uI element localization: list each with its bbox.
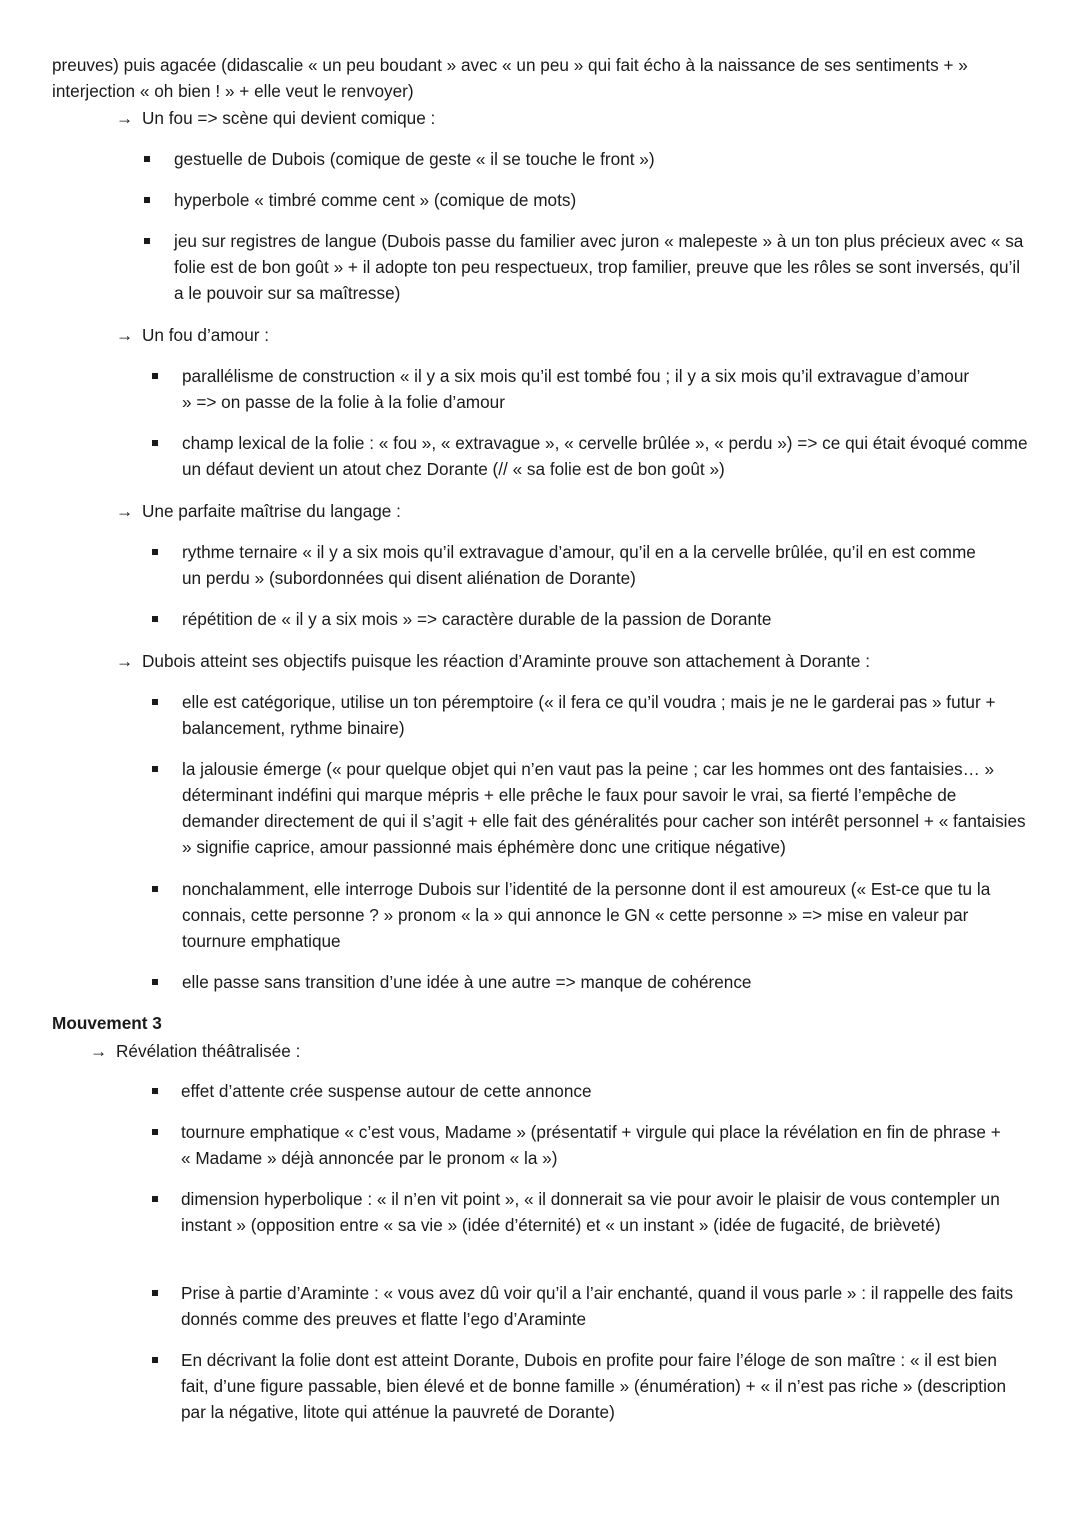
intro-line-1: preuves) puis agacée (didascalie « un peu boudant » avec « un peu » qui fait écho à la naissance de ses sentiments + » xyxy=(52,55,968,75)
movement-3-subheading xyxy=(90,1038,300,1064)
section-3-heading xyxy=(116,498,401,524)
list-item: parallélisme de construction « il y a six mois qu’il est tombé fou ; il y a six mois qu’il extravague d’amour » => on passe de la folie à la folie d’amour xyxy=(182,366,970,412)
list-item: répétition de « il y a six mois » => caractère durable de la passion de Dorante xyxy=(182,609,772,629)
bullet-icon xyxy=(152,1196,158,1202)
bullet-icon xyxy=(152,979,158,985)
list-item: champ lexical de la folie : « fou », « extravague », « cervelle brûlée », « perdu ») => ce qui était évoqué comme un défaut devient un atout chez Dorante (// « sa folie est de bon goût ») xyxy=(182,433,1028,479)
bullet-icon xyxy=(144,238,150,244)
list-item: En décrivant la folie dont est atteint Dorante, Dubois en profite pour faire l’éloge de son maître : « il est bien fait, d’une figure passable, bien élevé et de bonne famille » (énumération) + « il n’est pas riche » (description par la négative, litote qui atténue la pauvreté de Dorante) xyxy=(181,1350,1007,1422)
section-2-heading xyxy=(116,322,269,348)
bullet-icon xyxy=(152,1290,158,1296)
bullet-icon xyxy=(152,1129,158,1135)
arrow-icon: → xyxy=(116,108,134,128)
bullet-icon xyxy=(144,156,150,162)
intro-line-2: interjection « oh bien ! » + elle veut le renvoyer) xyxy=(52,81,414,101)
bullet-icon xyxy=(152,440,158,446)
section-4-heading xyxy=(116,648,870,674)
list-item: gestuelle de Dubois (comique de geste « il se touche le front ») xyxy=(174,149,655,169)
bullet-icon xyxy=(144,197,150,203)
list-item: jeu sur registres de langue (Dubois passe du familier avec juron « malepeste » à un ton plus précieux avec « sa folie est de bon goût » + il adopte ton peu respectueux, trop familier, preuve que les rôles se sont inversés, qu’il a le pouvoir sur sa maîtresse) xyxy=(174,231,1024,303)
bullet-icon xyxy=(152,549,158,555)
bullet-icon xyxy=(152,616,158,622)
arrow-icon: → xyxy=(116,325,134,345)
arrow-icon: → xyxy=(116,651,134,671)
list-item: la jalousie émerge (« pour quelque objet qui n’en vaut pas la peine ; car les hommes ont des fantaisies… » déterminant indéfini qui marque mépris + elle prêche le faux pour savoir le vrai, sa fierté l’empêche de demander directement de qui il s’agit + elle fait des généralités pour cacher son intérêt personnel + « fantaisies » signifie caprice, amour passionné mais éphémère donc une critique négative) xyxy=(182,759,1026,857)
bullet-icon xyxy=(152,886,158,892)
list-item: tournure emphatique « c’est vous, Madame » (présentatif + virgule qui place la révélation en fin de phrase + « Madame » déjà annoncée par le pronom « la ») xyxy=(181,1122,1001,1168)
section-title: Une parfaite maîtrise du langage : xyxy=(142,501,401,521)
list-item: hyperbole « timbré comme cent » (comique de mots) xyxy=(174,190,577,210)
list-item: rythme ternaire « il y a six mois qu’il extravague d’amour, qu’il en a la cervelle brûlée, qu’il en est comme un perdu » (subordonnées qui disent aliénation de Dorante) xyxy=(182,542,976,588)
section-title: Révélation théâtralisée : xyxy=(116,1041,301,1061)
section-title: Dubois atteint ses objectifs puisque les réaction d’Araminte prouve son attachement à Dorante : xyxy=(142,651,871,671)
list-item: elle passe sans transition d’une idée à une autre => manque de cohérence xyxy=(182,972,752,992)
bullet-icon xyxy=(152,766,158,772)
list-item: effet d’attente crée suspense autour de cette annonce xyxy=(181,1081,592,1101)
bullet-icon xyxy=(152,1088,158,1094)
section-1-heading xyxy=(116,105,435,131)
list-item: dimension hyperbolique : « il n’en vit point », « il donnerait sa vie pour avoir le plaisir de vous contempler un instant » (opposition entre « sa vie » (idée d’éternité) et « un instant » (idée de fugacité, de brièveté) xyxy=(181,1189,1000,1235)
bullet-icon xyxy=(152,373,158,379)
bullet-icon xyxy=(152,1357,158,1363)
list-item: nonchalamment, elle interroge Dubois sur l’identité de la personne dont il est amoureux (« Est-ce que tu la connais, cette personne ? » pronom « la » qui annonce le GN « cette personne » => mise en valeur par tournure emphatique xyxy=(182,879,991,951)
list-item: elle est catégorique, utilise un ton péremptoire (« il fera ce qu’il voudra ; mais je ne le garderai pas » futur + balancement, rythme binaire) xyxy=(182,692,996,738)
section-title: Un fou => scène qui devient comique : xyxy=(142,108,436,128)
movement-heading: Mouvement 3 xyxy=(52,1013,162,1033)
arrow-icon: → xyxy=(116,501,134,521)
section-title: Un fou d’amour : xyxy=(142,325,270,345)
list-item: Prise à partie d’Araminte : « vous avez dû voir qu’il a l’air enchanté, quand il vous parle » : il rappelle des faits donnés comme des preuves et flatte l’ego d’Araminte xyxy=(181,1283,1014,1329)
arrow-icon: → xyxy=(90,1041,108,1061)
bullet-icon xyxy=(152,699,158,705)
